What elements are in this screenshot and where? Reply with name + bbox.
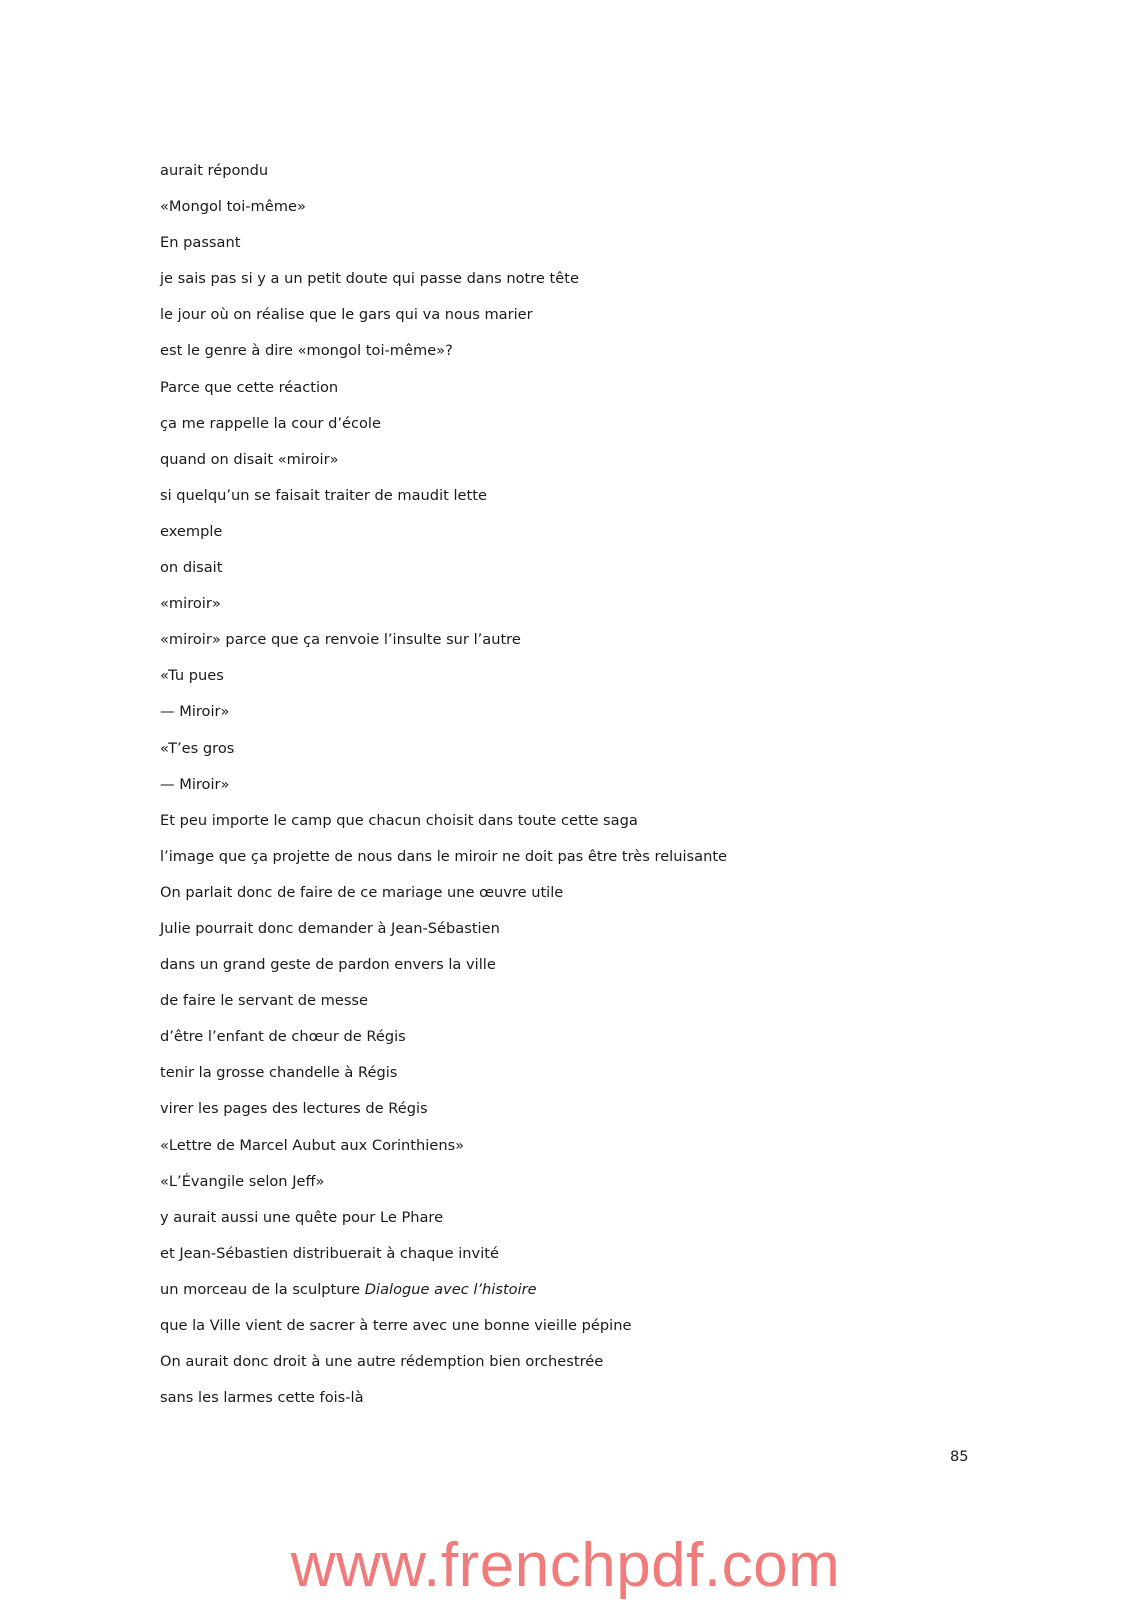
text-line: «L’Évangile selon Jeff» — [160, 1172, 325, 1190]
text-line: «miroir» parce que ça renvoie l’insulte sur l’autre — [160, 631, 521, 649]
text-line: «Lettre de Marcel Aubut aux Corinthiens» — [160, 1136, 465, 1154]
text-line: On aurait donc droit à une autre rédemption bien orchestrée — [160, 1353, 604, 1371]
watermark-link[interactable]: www.frenchpdf.com — [290, 1531, 841, 1600]
text-line: Et peu importe le camp que chacun choisit dans toute cette saga — [160, 811, 638, 829]
text-line: «T’es gros — [160, 739, 235, 757]
text-line: aurait répondu — [160, 162, 269, 179]
text-line: On parlait donc de faire de ce mariage une œuvre utile — [160, 883, 564, 901]
text-line: exemple — [160, 522, 223, 540]
text-line: Julie pourrait donc demander à Jean-Sébastien — [160, 919, 500, 937]
text-line: «Tu pues — [160, 667, 224, 685]
text-line: virer les pages des lectures de Régis — [160, 1100, 428, 1118]
text-line: «Mongol toi-même» — [160, 198, 306, 216]
text-line: de faire le servant de messe — [160, 992, 369, 1010]
text-line: ça me rappelle la cour d’école — [160, 414, 381, 432]
text-segment: un morceau de la sculpture — [160, 1280, 365, 1298]
text-line: — Miroir» — [160, 775, 230, 793]
text-line: l’image que ça projette de nous dans le miroir ne doit pas être très reluisante — [160, 847, 728, 865]
text-line: d’être l’enfant de chœur de Régis — [160, 1028, 406, 1046]
text-line — [160, 1280, 1020, 1316]
sculpture-title: Dialogue avec l’histoire — [364, 1280, 537, 1298]
text-line: le jour où on réalise que le gars qui va nous marier — [160, 306, 533, 324]
text-line: je sais pas si y a un petit doute qui passe dans notre tête — [160, 270, 579, 288]
page-number: 85 — [950, 1448, 969, 1465]
text-line: y aurait aussi une quête pour Le Phare — [160, 1208, 444, 1226]
text-line: — Miroir» — [160, 703, 230, 721]
text-line: dans un grand geste de pardon envers la ville — [160, 956, 496, 974]
text-line: on disait — [160, 559, 223, 577]
text-line: que la Ville vient de sacrer à terre avec une bonne vieille pépine — [160, 1317, 632, 1334]
text-line: et Jean-Sébastien distribuerait à chaque invité — [160, 1244, 499, 1262]
text-line: sans les larmes cette fois-là — [160, 1389, 364, 1407]
text-line: tenir la grosse chandelle à Régis — [160, 1064, 398, 1082]
text-line: Parce que cette réaction — [160, 378, 339, 396]
text-line: «miroir» — [160, 595, 221, 613]
text-line: est le genre à dire «mongol toi-même»? — [160, 342, 453, 360]
text-line: si quelqu’un se faisait traiter de maudit lette — [160, 486, 487, 504]
text-line: En passant — [160, 234, 241, 252]
text-line: quand on disait «miroir» — [160, 450, 339, 468]
page-body — [160, 161, 1020, 1424]
